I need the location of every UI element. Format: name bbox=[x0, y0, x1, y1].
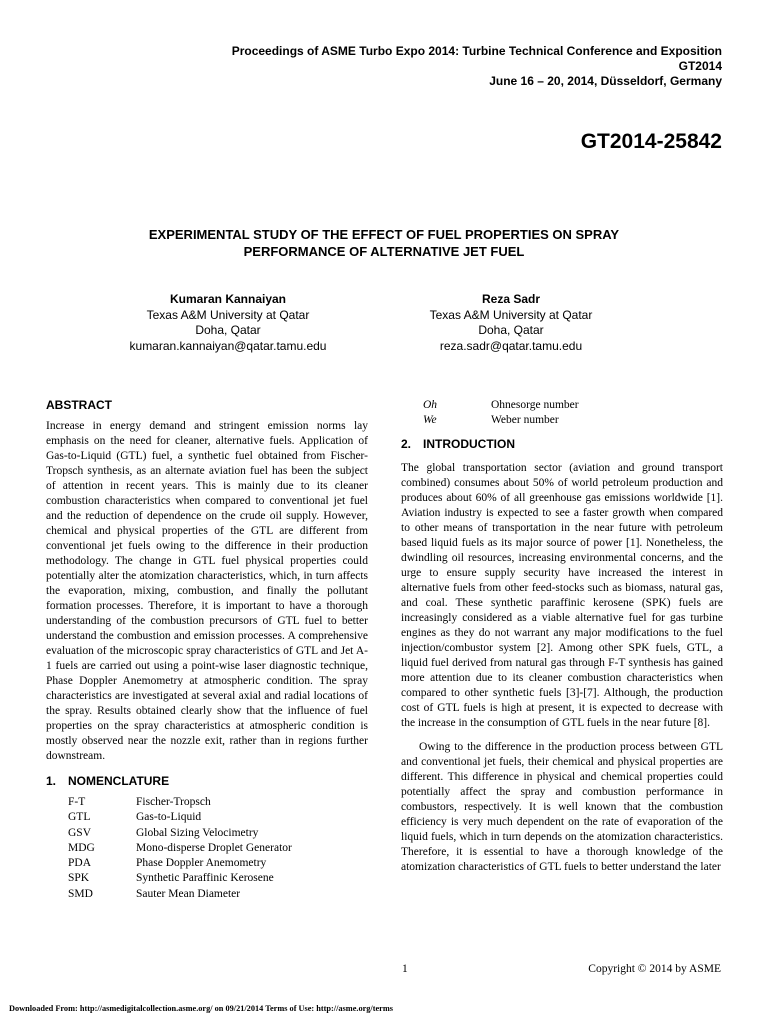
nomenclature-term: GTL bbox=[68, 811, 91, 824]
author-affiliation: Texas A&M University at Qatar bbox=[146, 307, 310, 322]
nomenclature-row bbox=[46, 810, 368, 825]
nomenclature-term: SPK bbox=[68, 872, 90, 885]
nomenclature-row bbox=[46, 856, 368, 871]
nomenclature-definition: Phase Doppler Anemometry bbox=[136, 857, 267, 870]
author-block bbox=[351, 292, 671, 354]
author-name: Reza Sadr bbox=[481, 292, 541, 306]
nomenclature-row bbox=[46, 871, 368, 886]
nomenclature-term: SMD bbox=[68, 887, 93, 900]
section-number: 2. bbox=[401, 436, 412, 451]
nomenclature-term: GSV bbox=[68, 826, 92, 839]
right-column bbox=[401, 398, 723, 875]
introduction-paragraph: Owing to the difference in the production process between GTL and conventional jet fuels, their chemical and physical properties are different. This difference in physical and chemical properties could potentially affect the spray and combustion performance in combustors, respectively. It is well known that the combustion efficiency is very much dependent on the rate of evaporation of the liquid fuels, which in turn depends on the atomization characteristics. Therefore, it is essential to have a thorough knowledge of the atomization characteristics of GTL fuels to better understand the later bbox=[401, 740, 723, 873]
page-number: 1 bbox=[402, 963, 408, 975]
author-name: Kumaran Kannaiyan bbox=[169, 292, 287, 306]
nomenclature-definition: Synthetic Paraffinic Kerosene bbox=[136, 872, 274, 885]
nomenclature-row bbox=[401, 413, 723, 428]
section-title: INTRODUCTION bbox=[423, 436, 515, 451]
nomenclature-list bbox=[46, 795, 368, 902]
nomenclature-definition: Global Sizing Velocimetry bbox=[136, 826, 259, 839]
author-affiliation: Texas A&M University at Qatar bbox=[429, 307, 593, 322]
abstract-heading: ABSTRACT bbox=[46, 398, 112, 412]
conference-name: Proceedings of ASME Turbo Expo 2014: Turbine Technical Conference and Exposition bbox=[231, 44, 722, 58]
introduction-heading bbox=[401, 437, 723, 452]
section-number: 1. bbox=[46, 774, 57, 788]
title-line-1: EXPERIMENTAL STUDY OF THE EFFECT OF FUEL PROPERTIES ON SPRAY bbox=[148, 227, 620, 242]
author-email: kumaran.kannaiyan@qatar.tamu.edu bbox=[129, 338, 327, 353]
download-note: Downloaded From: http://asmedigitalcollection.asme.org/ on 09/21/2014 Terms of Use: http://asme.org/terms bbox=[9, 1004, 393, 1013]
copyright-notice: Copyright © 2014 by ASME bbox=[588, 963, 721, 975]
author-block bbox=[68, 292, 388, 354]
nomenclature-heading bbox=[46, 774, 368, 789]
title-line-2: PERFORMANCE OF ALTERNATIVE JET FUEL bbox=[243, 244, 525, 259]
nomenclature-definition: Sauter Mean Diameter bbox=[136, 887, 241, 900]
nomenclature-row bbox=[46, 826, 368, 841]
nomenclature-definition: Fischer-Tropsch bbox=[136, 796, 211, 808]
nomenclature-term: F-T bbox=[68, 796, 86, 808]
author-email: reza.sadr@qatar.tamu.edu bbox=[439, 338, 583, 353]
conference-header bbox=[162, 44, 722, 89]
conference-code: GT2014 bbox=[678, 59, 722, 73]
left-column bbox=[46, 398, 368, 902]
nomenclature-definition: Ohnesorge number bbox=[491, 399, 579, 411]
nomenclature-term: Oh bbox=[423, 399, 438, 411]
author-location: Doha, Qatar bbox=[478, 323, 544, 337]
nomenclature-row bbox=[46, 795, 368, 810]
author-location: Doha, Qatar bbox=[195, 323, 261, 337]
nomenclature-term: PDA bbox=[68, 857, 92, 870]
nomenclature-row bbox=[46, 841, 368, 856]
nomenclature-definition: Weber number bbox=[491, 414, 559, 427]
nomenclature-term: We bbox=[423, 414, 437, 427]
nomenclature-row bbox=[46, 887, 368, 902]
nomenclature-list-continued bbox=[401, 398, 723, 429]
conference-dates: June 16 – 20, 2014, Düsseldorf, Germany bbox=[489, 74, 722, 88]
nomenclature-definition: Mono-disperse Droplet Generator bbox=[136, 841, 292, 854]
nomenclature-row bbox=[401, 398, 723, 413]
nomenclature-term: MDG bbox=[68, 841, 95, 854]
paper-id: GT2014-25842 bbox=[580, 130, 722, 153]
paper-title bbox=[50, 226, 718, 260]
section-title: NOMENCLATURE bbox=[68, 774, 170, 788]
nomenclature-definition: Gas-to-Liquid bbox=[136, 811, 202, 824]
abstract-text: Increase in energy demand and stringent emission norms lay emphasis on the need for cleaner, alternative fuels. Application of Gas-to-Liquid (GTL) fuel, a synthetic fuel obtained from Fischer-Tropsch synthesis, as an alternate aviation fuel has been the subject of attention in recent years. This is mainly due to its cleaner combustion characteristics when compared to conventional jet fuel and the reduction of dependence on the crude oil supply. However, chemical and physical properties of the GTL are different from conventional jet fuels owing to the difference in their production methodology. The change in GTL fuel physical properties could potentially alter the atomization characteristics, which, in turn affects the evaporation, mixing, combustion, and finally the pollutant formation processes. Therefore, it is important to have a thorough understanding of the combustion precursors of GTL fuel to better understand the combustion and emission processes. A comprehensive evaluation of the microscopic spray characteristics of GTL and Jet A-1 fuels are carried out using a point-wise laser diagnostic technique, Phase Doppler Anemometry at atmospheric condition. The spray characteristics are investigated at several axial and radial locations of the spray. Results obtained clearly show that the influence of fuel properties on the spray characteristics at atmospheric condition is mostly observed near the nozzle exit, rather than in regions further downstream. bbox=[46, 420, 368, 762]
introduction-paragraph: The global transportation sector (aviation and ground transport combined) consumes about 50% of world petroleum production and produces about 60% of all greenhouse gas emissions worldwide [1]. Aviation industry is expected to see a faster growth when compared to other means of transportation in the near future with petroleum based liquid fuels as its major source of power [1]. Nonetheless, the dwindling oil resources, increasing environmental concerns, and the urge to ensure supply security have increased the interest in alternative fuels from other feed-stocks such as biomass, natural gas, and coal. These synthetic paraffinic kerosene (SPK) fuels are increasingly considered as a viable alternative fuel for gas turbine engines as they do not warrant any major modifications to the fuel injection/combustor system [2]. Among other SPK fuels, GTL, a liquid fuel derived from natural gas through F-T synthesis has gained more attention due to its cleaner combustion characteristics when compared to other synthetic fuels [3]-[7]. Although, the production cost of GTL fuels is high at present, it is expected to decrease with the increase in the consumption of GTL fuels in the near future [8]. bbox=[401, 461, 723, 729]
